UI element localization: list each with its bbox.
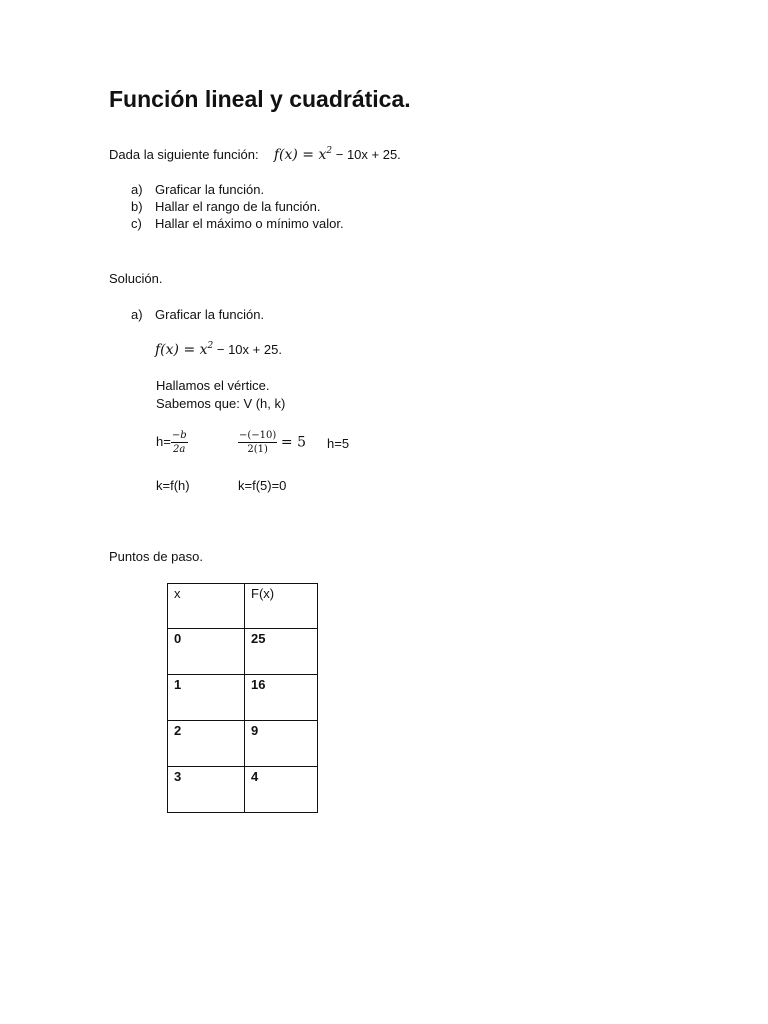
table-row (168, 767, 318, 813)
task-list (131, 182, 344, 232)
prompt-function: $f(x) = x^2 - 10x + 25$. (273, 146, 401, 163)
k-formula: k=f(h) (156, 478, 190, 493)
solution-heading: Solución. (109, 271, 163, 286)
h-result: h=5 (327, 436, 350, 451)
table-row (168, 721, 318, 767)
points-table (167, 583, 318, 813)
task-item-a: a) Graficar la función. (131, 182, 265, 197)
table-header-cell: F(x) (245, 584, 318, 629)
table-row (168, 675, 318, 721)
vertex-line: Hallamos el vértice. (156, 378, 270, 393)
table-header-cell: x (168, 584, 245, 629)
solution-function: $f(x) = x^2 - 10x + 25$. (155, 341, 282, 358)
points-heading: Puntos de paso. (109, 549, 203, 564)
table-cell: 2 (168, 721, 245, 767)
solution-part-a: a) Graficar la función. (131, 307, 265, 322)
h-formula: h= $\frac{-b}{2a}$ (156, 430, 187, 455)
table-cell: 1 (168, 675, 245, 721)
prompt-intro: Dada la siguiente función: (109, 147, 259, 162)
table-row (168, 629, 318, 675)
table-cell: 0 (168, 629, 245, 675)
sabemos-line: Sabemos que: V (h, k) (156, 396, 286, 411)
table-cell: 9 (245, 721, 318, 767)
h-evaluation: $\frac{-(-10)}{2(1)}$ = 5 (239, 430, 307, 455)
table-cell: 25 (245, 629, 318, 675)
table-cell: 16 (245, 675, 318, 721)
document-title: Función lineal y cuadrática. (109, 86, 411, 112)
prompt-line (109, 147, 401, 163)
task-item-c: c) Hallar el máximo o mínimo valor. (131, 216, 344, 231)
table-header-row (168, 584, 318, 629)
k-evaluation: k=f(5)=0 (238, 478, 287, 493)
table-cell: 4 (245, 767, 318, 813)
table-cell: 3 (168, 767, 245, 813)
task-item-b: b) Hallar el rango de la función. (131, 199, 321, 214)
